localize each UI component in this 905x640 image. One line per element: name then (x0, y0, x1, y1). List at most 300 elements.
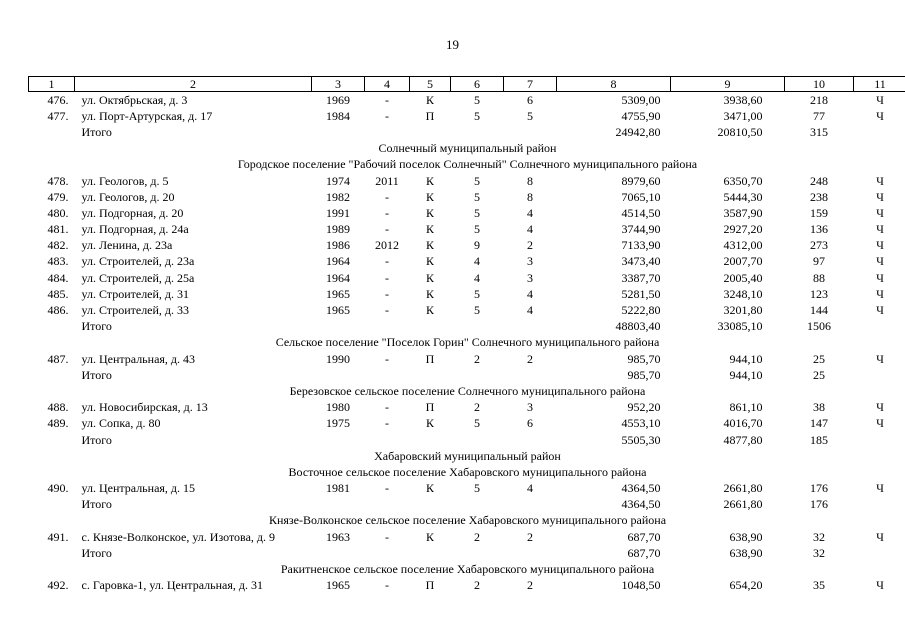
entrances: 5 (527, 108, 533, 123)
residents: 176 (810, 481, 828, 496)
year-renovated: - (385, 529, 389, 544)
address: с. Князе-Волконское, ул. Изотова, д. 9 (81, 529, 275, 544)
ownership (854, 432, 905, 448)
year-renovated: - (385, 270, 389, 285)
row-number (29, 367, 75, 383)
year-built: 1989 (326, 222, 350, 237)
ownership (854, 545, 905, 561)
table-row (29, 578, 905, 594)
total-row (29, 124, 905, 140)
floors: 4 (474, 270, 480, 285)
living-area: 944,10 (729, 367, 763, 382)
row-number: 478. (47, 173, 69, 188)
header-row (29, 77, 905, 92)
year-renovated: - (385, 205, 389, 220)
year-renovated: 2011 (375, 173, 399, 188)
floors: 5 (474, 286, 480, 301)
entrances: 4 (527, 222, 533, 237)
total-area: 4514,50 (621, 205, 661, 220)
table-row (29, 529, 905, 545)
section-heading: Городское поселение "Рабочий поселок Солнечный" Солнечного муниципального района (237, 157, 698, 172)
wall-material: К (425, 286, 434, 301)
row-number: 484. (47, 270, 69, 285)
floors: 5 (474, 222, 480, 237)
ownership (854, 319, 905, 335)
year-renovated: - (385, 578, 389, 593)
ownership: Ч (876, 108, 884, 123)
living-area: 20810,50 (717, 124, 763, 139)
ownership: Ч (876, 92, 884, 107)
residents: 25 (813, 367, 825, 382)
total-row (29, 367, 905, 383)
address: ул. Строителей, д. 23а (81, 254, 195, 269)
row-number: 489. (47, 416, 69, 431)
row-number: 490. (47, 481, 69, 496)
living-area: 2661,80 (723, 497, 763, 512)
total-label: Итого (81, 432, 112, 447)
year-renovated: - (385, 108, 389, 123)
column-header: 1 (29, 77, 75, 92)
total-area: 4364,50 (621, 481, 661, 496)
year-built (312, 497, 365, 513)
address: ул. Подгорная, д. 20 (81, 205, 184, 220)
row-number (29, 545, 75, 561)
living-area: 4016,70 (723, 416, 763, 431)
row-number: 482. (47, 238, 69, 253)
table-row (29, 270, 905, 286)
year-built: 1986 (326, 238, 350, 253)
section-heading-row (29, 141, 905, 157)
row-number (29, 124, 75, 140)
section-heading: Ракитненское сельское поселение Хабаровского муниципального района (280, 562, 655, 577)
section-heading-row (29, 464, 905, 480)
floors: 2 (474, 529, 480, 544)
total-row (29, 545, 905, 561)
total-label: Итого (81, 367, 112, 382)
total-row (29, 319, 905, 335)
living-area: 638,90 (729, 545, 763, 560)
living-area: 3938,60 (723, 92, 763, 107)
residents: 35 (813, 578, 825, 593)
ownership: Ч (876, 481, 884, 496)
column-header: 8 (557, 77, 671, 92)
ownership: Ч (876, 205, 884, 220)
residents: 88 (813, 270, 825, 285)
residents: 315 (810, 124, 828, 139)
address: ул. Геологов, д. 5 (81, 173, 169, 188)
ownership: Ч (876, 351, 884, 366)
wall-material (410, 367, 451, 383)
year-renovated: - (385, 92, 389, 107)
section-heading: Сельское поселение "Поселок Горин" Солнечного муниципального района (275, 335, 660, 350)
floors: 2 (474, 400, 480, 415)
residents: 32 (813, 529, 825, 544)
section-heading: Восточное сельское поселение Хабаровского муниципального района (288, 464, 647, 479)
total-label: Итого (81, 545, 112, 560)
housing-registry-table (28, 76, 905, 594)
living-area: 33085,10 (717, 319, 763, 334)
ownership: Ч (876, 416, 884, 431)
year-built: 1964 (326, 254, 350, 269)
living-area: 944,10 (729, 351, 763, 366)
section-heading-row (29, 383, 905, 399)
residents: 248 (810, 173, 828, 188)
total-area: 5505,30 (621, 432, 661, 447)
entrances: 4 (527, 303, 533, 318)
floors: 2 (474, 578, 480, 593)
floors: 5 (474, 416, 480, 431)
table-row (29, 416, 905, 432)
residents: 123 (810, 286, 828, 301)
total-area: 687,70 (627, 545, 661, 560)
entrances: 6 (527, 92, 533, 107)
wall-material: К (425, 481, 434, 496)
total-area: 4553,10 (621, 416, 661, 431)
row-number: 476. (47, 92, 69, 107)
year-built: 1963 (326, 529, 350, 544)
address: ул. Новосибирская, д. 13 (81, 400, 208, 415)
residents: 97 (813, 254, 825, 269)
total-label: Итого (81, 124, 112, 139)
table-row (29, 481, 905, 497)
year-renovated (365, 367, 410, 383)
living-area: 2005,40 (723, 270, 763, 285)
address: ул. Сопка, д. 80 (81, 416, 161, 431)
floors: 5 (474, 205, 480, 220)
total-area: 952,20 (627, 400, 661, 415)
year-renovated: - (385, 303, 389, 318)
year-built (312, 367, 365, 383)
year-renovated: - (385, 400, 389, 415)
total-area: 4364,50 (621, 497, 661, 512)
floors (451, 432, 504, 448)
row-number: 483. (47, 254, 69, 269)
address: ул. Центральная, д. 43 (81, 351, 196, 366)
total-row (29, 497, 905, 513)
row-number: 479. (47, 189, 69, 204)
page-number: 19 (446, 37, 459, 52)
address: ул. Геологов, д. 20 (81, 189, 175, 204)
section-heading-row (29, 157, 905, 173)
year-built (312, 124, 365, 140)
ownership: Ч (876, 254, 884, 269)
column-header: 4 (365, 77, 410, 92)
total-area: 7133,90 (621, 238, 661, 253)
row-number: 481. (47, 222, 69, 237)
floors: 5 (474, 303, 480, 318)
year-built (312, 319, 365, 335)
table-row (29, 302, 905, 318)
living-area: 3248,10 (723, 286, 763, 301)
row-number: 477. (47, 108, 69, 123)
living-area: 2927,20 (723, 222, 763, 237)
wall-material: К (425, 222, 434, 237)
living-area: 6350,70 (723, 173, 763, 188)
wall-material: К (425, 189, 434, 204)
section-heading: Хабаровский муниципальный район (374, 448, 561, 463)
residents: 218 (810, 92, 828, 107)
ownership: Ч (876, 578, 884, 593)
year-renovated: - (385, 351, 389, 366)
year-renovated: 2012 (375, 238, 399, 253)
wall-material: П (425, 108, 435, 123)
floors: 5 (474, 481, 480, 496)
residents: 136 (810, 222, 828, 237)
residents: 144 (810, 303, 828, 318)
floors: 5 (474, 189, 480, 204)
entrances (504, 497, 557, 513)
column-header: 6 (451, 77, 504, 92)
column-header: 2 (75, 77, 312, 92)
year-renovated: - (385, 286, 389, 301)
wall-material: П (425, 578, 435, 593)
row-number (29, 497, 75, 513)
floors (451, 124, 504, 140)
section-heading-row (29, 335, 905, 351)
address: ул. Строителей, д. 33 (81, 303, 190, 318)
table-row (29, 108, 905, 124)
column-header: 11 (854, 77, 905, 92)
table-row (29, 205, 905, 221)
residents: 159 (810, 205, 828, 220)
wall-material: К (425, 205, 434, 220)
living-area: 638,90 (729, 529, 763, 544)
living-area: 3587,90 (723, 205, 763, 220)
ownership (854, 497, 905, 513)
residents: 1506 (807, 319, 831, 334)
floors: 2 (474, 351, 480, 366)
wall-material (410, 432, 451, 448)
address: ул. Строителей, д. 25а (81, 270, 195, 285)
wall-material (410, 124, 451, 140)
table-row (29, 173, 905, 189)
residents: 273 (810, 238, 828, 253)
floors: 5 (474, 92, 480, 107)
row-number: 480. (47, 205, 69, 220)
year-renovated (365, 432, 410, 448)
row-number: 486. (47, 303, 69, 318)
entrances: 2 (527, 529, 533, 544)
table-row (29, 351, 905, 367)
section-heading-row (29, 448, 905, 464)
total-area: 5309,00 (621, 92, 661, 107)
year-renovated: - (385, 416, 389, 431)
year-renovated: - (385, 254, 389, 269)
entrances: 8 (527, 173, 533, 188)
entrances: 2 (527, 351, 533, 366)
wall-material: К (425, 173, 434, 188)
residents: 25 (813, 351, 825, 366)
year-built: 1965 (326, 286, 350, 301)
total-area: 24942,80 (615, 124, 661, 139)
row-number: 487. (47, 351, 69, 366)
residents: 32 (813, 545, 825, 560)
table-row (29, 400, 905, 416)
entrances (504, 545, 557, 561)
column-header: 9 (671, 77, 785, 92)
column-header: 5 (410, 77, 451, 92)
total-area: 5281,50 (621, 286, 661, 301)
entrances: 2 (527, 578, 533, 593)
total-area: 3473,40 (621, 254, 661, 269)
total-area: 3387,70 (621, 270, 661, 285)
table-row (29, 254, 905, 270)
address: ул. Строителей, д. 31 (81, 286, 190, 301)
entrances (504, 432, 557, 448)
floors: 4 (474, 254, 480, 269)
residents: 147 (810, 416, 828, 431)
ownership: Ч (876, 529, 884, 544)
table-row (29, 286, 905, 302)
wall-material: П (425, 351, 435, 366)
total-area: 1048,50 (621, 578, 661, 593)
section-heading: Солнечный муниципальный район (378, 141, 557, 156)
entrances: 4 (527, 286, 533, 301)
entrances (504, 124, 557, 140)
column-header: 10 (785, 77, 854, 92)
row-number (29, 319, 75, 335)
year-built: 1981 (326, 481, 350, 496)
entrances: 6 (527, 416, 533, 431)
floors (451, 545, 504, 561)
year-renovated (365, 497, 410, 513)
entrances: 3 (527, 270, 533, 285)
floors: 5 (474, 173, 480, 188)
residents: 176 (810, 497, 828, 512)
table-row (29, 222, 905, 238)
ownership: Ч (876, 270, 884, 285)
ownership (854, 124, 905, 140)
year-renovated: - (385, 481, 389, 496)
ownership (854, 367, 905, 383)
year-renovated (365, 545, 410, 561)
entrances: 3 (527, 254, 533, 269)
row-number: 491. (47, 529, 69, 544)
address: ул. Ленина, д. 23а (81, 238, 173, 253)
entrances: 4 (527, 205, 533, 220)
living-area: 4312,00 (723, 238, 763, 253)
entrances (504, 319, 557, 335)
address: ул. Центральная, д. 15 (81, 481, 196, 496)
residents: 185 (810, 432, 828, 447)
living-area: 861,10 (729, 400, 763, 415)
wall-material: К (425, 416, 434, 431)
table-row (29, 92, 905, 109)
address: ул. Порт-Артурская, д. 17 (81, 108, 213, 123)
wall-material (410, 319, 451, 335)
wall-material: К (425, 238, 434, 253)
total-area: 48803,40 (615, 319, 661, 334)
wall-material: К (425, 254, 434, 269)
row-number (29, 432, 75, 448)
year-built: 1965 (326, 578, 350, 593)
table-row (29, 189, 905, 205)
row-number: 492. (47, 578, 69, 593)
living-area: 654,20 (729, 578, 763, 593)
entrances: 2 (527, 238, 533, 253)
row-number: 488. (47, 400, 69, 415)
total-area: 985,70 (627, 351, 661, 366)
floors: 5 (474, 108, 480, 123)
year-built (312, 432, 365, 448)
floors (451, 319, 504, 335)
year-built: 1982 (326, 189, 350, 204)
section-heading-row (29, 513, 905, 529)
total-area: 4755,90 (621, 108, 661, 123)
year-built: 1974 (326, 173, 350, 188)
year-built (312, 545, 365, 561)
floors (451, 497, 504, 513)
floors: 9 (474, 238, 480, 253)
total-area: 985,70 (627, 367, 661, 382)
wall-material (410, 497, 451, 513)
row-number: 485. (47, 286, 69, 301)
entrances: 8 (527, 189, 533, 204)
wall-material: К (425, 303, 434, 318)
ownership: Ч (876, 189, 884, 204)
year-renovated: - (385, 222, 389, 237)
ownership: Ч (876, 303, 884, 318)
year-built: 1964 (326, 270, 350, 285)
living-area: 4877,80 (723, 432, 763, 447)
year-built: 1969 (326, 92, 350, 107)
wall-material (410, 545, 451, 561)
column-header: 7 (504, 77, 557, 92)
residents: 38 (813, 400, 825, 415)
year-built: 1990 (326, 351, 350, 366)
entrances: 4 (527, 481, 533, 496)
floors (451, 367, 504, 383)
total-row (29, 432, 905, 448)
ownership: Ч (876, 400, 884, 415)
ownership: Ч (876, 286, 884, 301)
address: с. Гаровка-1, ул. Центральная, д. 31 (81, 578, 263, 593)
total-area: 8979,60 (621, 173, 661, 188)
entrances: 3 (527, 400, 533, 415)
year-renovated (365, 319, 410, 335)
entrances (504, 367, 557, 383)
address: ул. Подгорная, д. 24а (81, 222, 189, 237)
wall-material: К (425, 529, 434, 544)
living-area: 2007,70 (723, 254, 763, 269)
ownership: Ч (876, 238, 884, 253)
address: ул. Октябрьская, д. 3 (81, 92, 188, 107)
year-built: 1965 (326, 303, 350, 318)
section-heading-row (29, 561, 905, 577)
residents: 77 (813, 108, 825, 123)
total-area: 3744,90 (621, 222, 661, 237)
section-heading: Князе-Волконское сельское поселение Хабаровского муниципального района (268, 513, 667, 528)
residents: 238 (810, 189, 828, 204)
living-area: 5444,30 (723, 189, 763, 204)
living-area: 3201,80 (723, 303, 763, 318)
year-built: 1980 (326, 400, 350, 415)
year-built: 1991 (326, 205, 350, 220)
total-label: Итого (81, 319, 112, 334)
ownership: Ч (876, 173, 884, 188)
year-built: 1984 (326, 108, 350, 123)
year-built: 1975 (326, 416, 350, 431)
column-header: 3 (312, 77, 365, 92)
wall-material: П (425, 400, 435, 415)
year-renovated (365, 124, 410, 140)
section-heading: Березовское сельское поселение Солнечного муниципального района (289, 383, 646, 398)
total-area: 687,70 (627, 529, 661, 544)
wall-material: К (425, 92, 434, 107)
total-area: 7065,10 (621, 189, 661, 204)
ownership: Ч (876, 222, 884, 237)
total-label: Итого (81, 497, 112, 512)
